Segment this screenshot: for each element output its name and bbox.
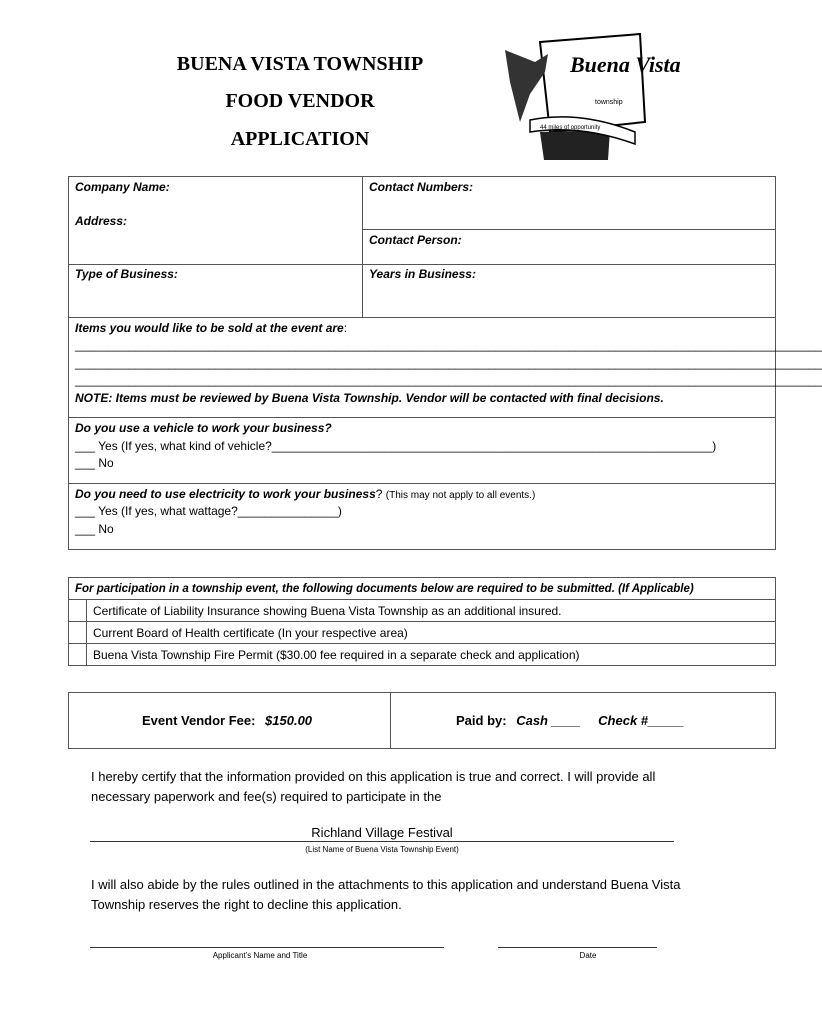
eagle-icon — [505, 50, 548, 122]
logo-text-sub: township — [595, 99, 623, 106]
document-health: Current Board of Health certificate (In your respective area) — [87, 622, 776, 644]
items-heading — [75, 321, 347, 335]
contact-numbers-label: Contact Numbers: — [369, 180, 474, 194]
title-line-2: FOOD VENDOR — [225, 90, 375, 112]
fee-amount: $150.00 — [265, 713, 313, 728]
documents-row — [69, 600, 776, 622]
applicant-caption: Applicant’s Name and Title — [212, 951, 308, 960]
divider-vehicle — [68, 417, 776, 418]
title-line-1: BUENA VISTA TOWNSHIP — [176, 53, 424, 75]
date-line[interactable] — [498, 947, 657, 948]
items-line-1[interactable]: ________________________________________________________________________________________________________________ — [75, 338, 822, 352]
items-colon: : — [343, 321, 348, 335]
certify-text: I hereby certify that the information provided on this application is true and correct. I will provide all necessary paperwork and fee(s) required to participate in the — [91, 769, 656, 804]
fee-divider — [390, 692, 391, 749]
paid-by-check[interactable]: Check #_____ — [598, 713, 685, 728]
document-checkbox-2[interactable] — [69, 622, 87, 644]
electricity-heading — [75, 487, 535, 501]
township-logo — [500, 32, 681, 162]
document-fire-permit: Buena Vista Township Fire Permit ($30.00 fee required in a separate check and application) — [87, 644, 776, 666]
items-label: Items you would like to be sold at the event are — [75, 321, 344, 335]
event-name-line — [90, 841, 674, 842]
logo-ribbon-text: 44 miles of opportunity — [540, 125, 601, 131]
title-line-3: APPLICATION — [230, 128, 370, 150]
vehicle-yes-option[interactable]: ___ Yes (If yes, what kind of vehicle?__________________________________________________________________) — [75, 439, 717, 453]
applicant-signature-line[interactable] — [90, 947, 444, 948]
event-name[interactable]: Richland Village Festival — [311, 825, 453, 840]
documents-table — [68, 577, 776, 666]
divider-business — [68, 264, 776, 265]
document-checkbox-1[interactable] — [69, 600, 87, 622]
event-caption: (List Name of Buena Vista Township Event) — [305, 845, 459, 854]
logo-text-main: Buena Vista — [570, 52, 681, 77]
electricity-yes-option[interactable]: ___ Yes (If yes, what wattage?_______________) — [75, 504, 342, 518]
documents-row — [69, 622, 776, 644]
documents-row — [69, 644, 776, 666]
company-name-label: Company Name: — [75, 180, 170, 194]
items-note: NOTE: Items must be reviewed by Buena Vista Township. Vendor will be contacted with final decisions. — [75, 391, 664, 405]
date-caption: Date — [579, 951, 597, 960]
address-label: Address: — [75, 214, 128, 228]
documents-header-row — [69, 578, 776, 600]
years-in-business-label: Years in Business: — [369, 267, 476, 281]
vehicle-no-option[interactable]: ___ No — [75, 456, 114, 470]
electricity-no-option[interactable]: ___ No — [75, 522, 114, 536]
divider-vertical — [362, 176, 363, 317]
abide-text: I will also abide by the rules outlined in the attachments to this application and understand Buena Vista Township reserves the right to decline this application. — [91, 877, 681, 912]
document-liability: Certificate of Liability Insurance showing Buena Vista Township as an additional insured. — [87, 600, 776, 622]
paid-by-label: Paid by: — [456, 713, 507, 728]
fee-label: Event Vendor Fee: — [142, 713, 256, 728]
documents-header: For participation in a township event, the following documents below are required to be submitted. (If Applicable) — [69, 578, 776, 600]
divider-electricity — [68, 483, 776, 484]
document-checkbox-3[interactable] — [69, 644, 87, 666]
paid-by-group — [456, 713, 684, 728]
divider-items — [68, 317, 776, 318]
vehicle-question: Do you use a vehicle to work your business? — [75, 421, 332, 435]
type-of-business-label: Type of Business: — [75, 267, 178, 281]
electricity-question: Do you need to use electricity to work your business — [75, 487, 376, 501]
items-line-3[interactable]: ________________________________________________________________________________________________________________ — [75, 373, 822, 387]
paid-by-cash[interactable]: Cash ____ — [516, 713, 581, 728]
divider-contact — [362, 229, 776, 230]
items-line-2[interactable]: ________________________________________________________________________________________________________________ — [75, 356, 822, 370]
electricity-note: (This may not apply to all events.) — [385, 490, 536, 501]
contact-person-label: Contact Person: — [369, 233, 462, 247]
electricity-question-mark: ? — [375, 487, 383, 501]
fee-label-group — [142, 713, 312, 728]
